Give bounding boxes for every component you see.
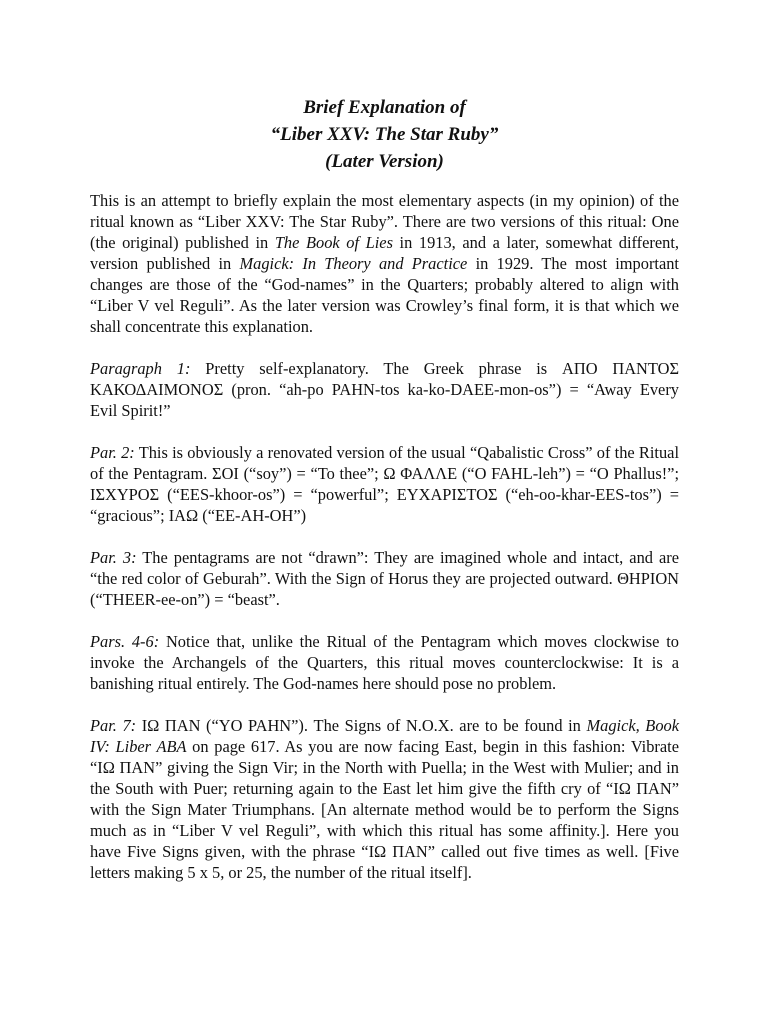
paragraph-2-text: This is obviously a renovated version of the usual “Qabalistic Cross” of the Ritual of the Pentagram. ΣΟΙ (“soy”) = “To thee”; Ω ΦΑΛΛΕ (“O FAHL-leh”) = “O Phallus!”; ΙΣΧΥΡΟΣ (“EES-khoor-os”) = “powerful”; ΕΥΧΑΡΙΣΤΟΣ (“eh-oo-khar-EES-tos”) = “gracious”; ΙΑΩ (“EE-AH-OH”)	[90, 443, 679, 525]
paragraph-7-book: Magick, Book IV: Liber ABA	[90, 716, 679, 756]
paragraph-1-label: Paragraph 1:	[90, 359, 191, 378]
paragraph-3-label: Par. 3:	[90, 548, 137, 567]
paragraph-2-label: Par. 2:	[90, 443, 135, 462]
paragraph-3	[90, 547, 679, 610]
intro-paragraph	[90, 190, 679, 337]
paragraph-4-6-label: Pars. 4-6:	[90, 632, 160, 651]
intro-text-2: in 1913, and a later, somewhat different, version published in	[90, 233, 679, 273]
paragraph-4-6	[90, 631, 679, 694]
paragraph-4-6-text: Notice that, unlike the Ritual of the Pentagram which moves clockwise to invoke the Archangels of the Quarters, this ritual moves counterclockwise: It is a banishing ritual entirely. The God-names here should pose no problem.	[90, 632, 679, 693]
title-line-1: Brief Explanation of	[303, 97, 466, 118]
paragraph-7-label: Par. 7:	[90, 716, 137, 735]
intro-book-2: Magick: In Theory and Practice	[239, 254, 468, 273]
paragraph-1	[90, 358, 679, 421]
intro-text-1: This is an attempt to briefly explain the most elementary aspects (in my opinion) of the ritual known as “Liber XXV: The Star Ruby”. There are two versions of this ritual: One (the original) published in	[90, 191, 679, 252]
intro-book-1: The Book of Lies	[274, 233, 393, 252]
intro-text-3: in 1929. The most important changes are those of the “God-names” in the Quarters; probably altered to align with “Liber V vel Reguli”. As the later version was Crowley’s final form, it is that which we shall concentrate this explanation.	[90, 254, 679, 336]
title-line-2: “Liber XXV: The Star Ruby”	[270, 124, 499, 145]
paragraph-3-text: The pentagrams are not “drawn”: They are imagined whole and intact, and are “the red color of Geburah”. With the Sign of Horus they are projected outward. ΘΗΡΙΟΝ (“THEER-ee-on”) = “beast”.	[90, 548, 679, 609]
paragraph-2	[90, 442, 679, 526]
paragraph-7-text-1: ΙΩ ΠΑΝ (“YO PAHN”). The Signs of N.O.X. are to be found in	[136, 716, 587, 735]
title-line-3: (Later Version)	[325, 151, 444, 172]
paragraph-7-text-2: on page 617. As you are now facing East, begin in this fashion: Vibrate “ΙΩ ΠΑΝ” giving the Sign Vir; in the North with Puella; in the West with Mulier; and in the South with Puer; returning again to the East let him give the fifth cry of “ΙΩ ΠΑΝ” with the Sign Mater Triumphans. [An alternate method would be to perform the Signs much as in “Liber V vel Reguli”, with which this ritual has some affinity.]. Here you have Five Signs given, with the phrase “ΙΩ ΠΑΝ” called out five times as well. [Five letters making 5 x 5, or 25, the number of the ritual itself].	[90, 737, 679, 882]
paragraph-7	[90, 715, 679, 883]
paragraph-1-text: Pretty self-explanatory. The Greek phrase is ΑΠΟ ΠΑΝΤΟΣ ΚΑΚΟΔΑΙΜΟΝΟΣ (pron. “ah-po PAHN-tos ka-ko-DAEE-mon-os”) = “Away Every Evil Spirit!”	[90, 359, 679, 420]
document-title	[90, 94, 679, 175]
